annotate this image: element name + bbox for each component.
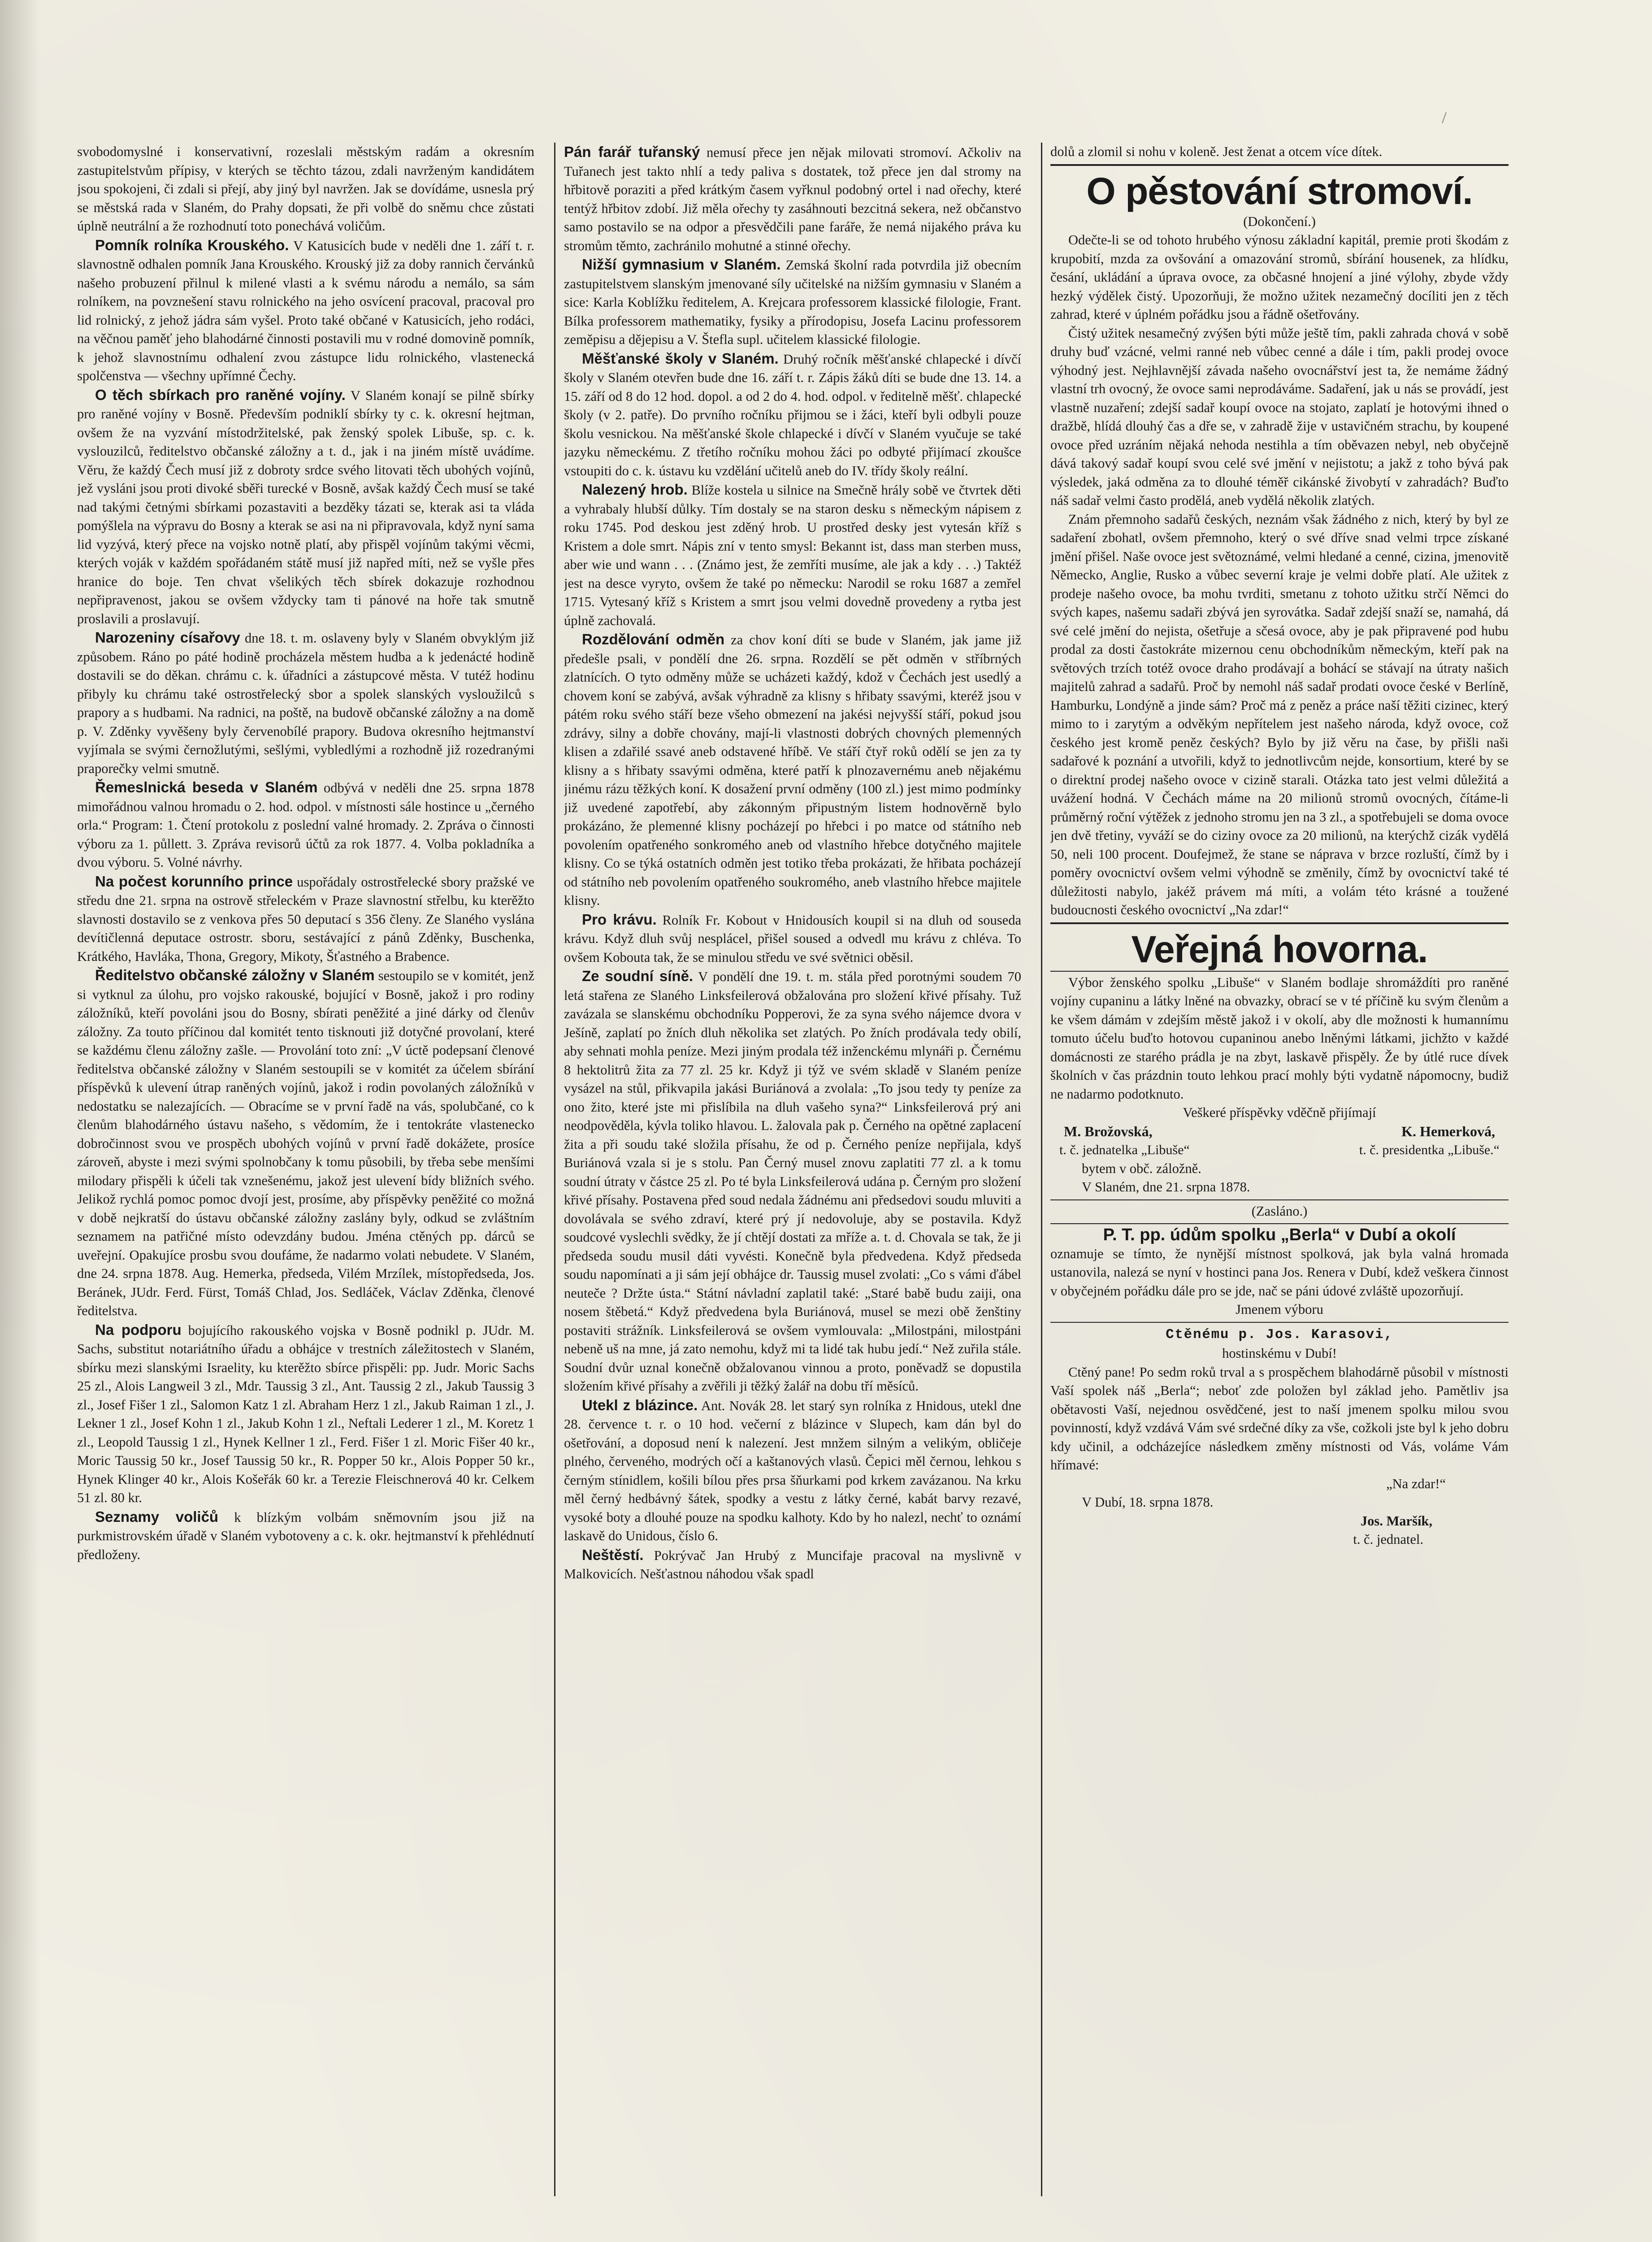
karasovi-cheer: „Na zdar!“ (1386, 1476, 1446, 1491)
article-heading: Utekl z blázince. (582, 1396, 698, 1413)
article-text: Blíže kostela u silnice na Smečně hrály sobě ve čtvrtek děti a vyhrabaly hlubší důlky. Tím dostaly se na staron desku s německým nápisem z roku 1745. Pod deskou jest zděný hrob. U prostřed desky jest vytesán kříž s Kristem a dole smrt. Nápis zní v tento smysl: Bekannt ist, dass man sterben muss, aber wie und wann . . . (Známo jest, že zemříti musíme, ale jak a kdy . . .) Taktéž jest na desce vyryto, ovšem že také po německu: Narodil se roku 1687 a zemřel 1715. Vytesaný kříž s Kristem a smrt jsou velmi dovedně provedeny a rytba jest úplně zachovalá. (564, 482, 1021, 628)
article-text: V Slaném konají se pilně sbírky pro raněné vojíny v Bosně. Především podniklí sbírky ty c. k. okresní hejtman, ovšem že na vyzvání místodržitelské, pak ženský spolek Libuše, sp. c. k. vyslouzilců, ředitelstvo občanské záložny a t. d., jak i na jiném místě uvádíme. Věru, že každý Čech musí již z dobroty srdce svého litovati těch ubohých vojínů, jež vysláni jsou proti divoké sběři turecké v Bosně, avšak každý Čech musí se také nad takými četnými sbírkami pozastaviti a bezděky tázati se, kterak asi ta vláda pomýšlela na výpravu do Bosny a kterak se asi na ni připravovala, když nyní sama lid vyzývá, který přece na vojsko notně platí, aby přispěl vojínům takými věcmi, kterých voják v každém spořádaném státě musí již napřed míti, než se vyšle přes hranice do boje. Ten chvat všelikých těch sbírek dokazuje rozhodnou nepřipravenost, jakou se ovšem vždycky tam ti pánové na hoře tak smutně proslavili a proslavují. (77, 387, 534, 626)
article-heading: Řemeslnická beseda v Slaném (95, 779, 318, 795)
article-paragraph (564, 910, 1021, 967)
signature-date: V Slaném, dne 21. srpna 1878. (1082, 1179, 1250, 1195)
article-heading: Neštěstí. (582, 1546, 644, 1563)
article-paragraph (77, 386, 534, 629)
article-paragraph (564, 143, 1021, 255)
article-paragraph (77, 778, 534, 872)
article-text: Zemská školní rada potvrdila již obecním zastupitelstvem slanským jmenované síly učitelské na nižším gymnasiu v Slaném a sice: Karla Koblížku ředitelem, A. Krejcara professorem klassické filologie, Frant. Bílka professorem mathematiky, fysiky a přírodopisu, Josefa Lacinu professorem zeměpisu a dějepisu a V. Štefla supl. učitelem klassické filologie. (564, 257, 1021, 347)
hovorna-thanks: Veškeré příspěvky vděčně přijímají (1183, 1105, 1376, 1120)
berla-text: oznamuje se tímto, že nynější místnost spolková, jak byla valná hromada ustanovila, nalezá se nyní v hostinci pana Jos. Renera v Dubí, kdež veškera činnost v obyčejném pořádku dále pro se jde, nač se páni údové zvláště upozorňují. (1050, 1246, 1509, 1299)
article-text: V Katusicích bude v neděli dne 1. září t. r. slavnostně odhalen pomník Jana Krouského. Krouský již za doby rannich červánků našeho probuzení přilnul k milené vlasti a k svému národu a nemálo, sa sám rolníkem, na povznešení stavu rolnického na jeho osvícení pracoval, pracoval pro lid rolnický, z jehož jádra sám vyšel. Proto také občané v Katusicích, jeho rodáci, na věčnou paměť jeho blahodárné činnosti postavili mu v rodné domovině pomník, k jehož slavnostnímu odhalení zvou zástupce lidu rolnického, vlastenecká spolčenstva — všechny upřímné Čechy. (77, 238, 534, 383)
article-text: k blízkým volbám sněmovním jsou již na purkmistrovském úřadě v Slaném vybotoveny a c. k. okr. hejtmanství k přehlédnutí předloženy. (77, 1509, 534, 1562)
article-text: V pondělí dne 19. t. m. stála před porotnými soudem 70 letá stařena ze Slaného Linksfeilerová obžalována pro složení křivé přísahy. Tuž zavázala se slanskému obchodníku Popperovi, že za syna svého nájemce dvora v Ješíně, zaplatí po žních dluh několika set zlatých. Po žních prodávala tedy obilí, aby sehnati mohla peníze. Mezi jiným prodala též inženckému mlynáři p. Černému 8 hektolitrů žita za 77 zl. 25 kr. Když ji týž ve svém skladě v Slaném peníze vysázel na stůl, přikvapila jakási Buriánová a zvolala: „To jsou tedy ty peníze za ono žito, které jste mi přislíbila na dluh vašeho syna?“ Linksfeilerová prý ani neodpověděla, kývla toliko hlavou. L. žalovala pak p. Černého na opětné zaplacení žita a při soudu také složila přísahu, že od p. Černého peníze nepřijala, kdyš Buriánová vzala si je s stolu. Pan Černý musel znovu zaplatiti 77 zl. a k tomu soudní útraty v částce 25 zl. Po té byla Linksfeilerová udána p. Černým pro složení křivé přísahy. Postavena před soud nedala žádnému ani předsedovi soudu mluviti a dovolávala se svého zdraví, které prý jí nedovoluje, aby se postavila. Když soudcové vyslechli svědky, že jí chtějí dostati za mříže a. t. d. Chovala se tak, že ji předseda soudu musil dáti vyvésti. Konečně byla předvedena. Když předseda soudu napomínati a ji sám její obhájce dr. Taussig musel zvolati: „Co s vámi ďábel neuteče ? Držte ústa.“ Státní návladní zaplatil také: „Staré babě budu zaiji, ona nosem štěbetá.“ Když předvedena byla Buriánová, musel se mezi obě ženštiny postaviti strážník. Linksfeilerová se ovšem vymlouvala: „Milostpáni, milostpáni nebeně uš na mne, já zato nemohu, když mi ta lidé tak hubu jedí.“ Než zuřila stále. Soudní dvůr uznal konečně obžalovanou vinnou a proto, poněvadž se dopustila složením křivé přísahy a zvěřili ji těžký žalář na dobu tří měsíců. (564, 969, 1021, 1394)
article-paragraph (77, 628, 534, 778)
article-paragraph (564, 1396, 1021, 1546)
article-heading: Pro krávu. (582, 911, 657, 928)
article-paragraph (77, 236, 534, 386)
article-paragraph (77, 872, 534, 966)
article-text: Pokrývač Jan Hrubý z Muncifaje pracoval na myslivně v Malkovicích. Nešťastnou náhodou však spadl (564, 1547, 1021, 1582)
article-text: sestoupilo se v komitét, jenž si vytknul za úlohu, pro vojsko rakouské, bojující v Bosně, jakož i pro rodiny záložníků, kteří povoláni jsou do Bosny, sbírati peněžité a jiné dárky od členův záložny. Za touto příčinou dal komitét tento tisknouti již dotyčné provolaní, které se každému členu záložny zašle. — Provolání toto zní: „V úctě podepsaní členové ředitelstva občanské záložny v Slaném sestoupili se v komitét za účelem sbírání příspěvků k ulevení útrap raněných vojínů, jakož i rodin povolaných záložníků v nedostatku se nalezajících. — Obracíme se v první řadě na vás, spolubčané, co k členům blahodárného ústavu našeho, s vědomím, že i tentokráte vlastenecko dobročinnost svou ve prospěch ubohých vojínů v první řadě dokážete, prosíce zároveň, abyste i mezi svými spolnobčany k tomu působili, by třeba sebe menšími milodary přispěli k účeli tak vznešenému, jakož jest ulevení bídy bližních svého. Jelikož rychlá pomoc pomoc dvojí jest, prosíme, aby příspěvky peněžité co možná v době nejkratší do ústavu občanské záložny zaslány byly, odkud se zvláštním seznamem na patřičné místo odevzdány budou. Jména ctěných pp. dárců se uveřejní. Opakujíce prosbu svou doufáme, že nadarmo volati nebudete. V Slaném, dne 24. srpna 1878. Aug. Hemerka, předseda, Vilém Mrzílek, místopředseda, Jos. Beránek, JUdr. Ferd. Fürst, Tomáš Chlad, Jos. Sedláček, Václav Zděnka, členové ředitelstva. (77, 968, 534, 1318)
column-3 (1050, 143, 1509, 2214)
column-1 (77, 143, 534, 2214)
article-paragraph: Čistý užitek nesamečný zvýšen býti může ještě tím, pakli zahrada chová v sobě druhy buď vzácné, velmi ranné neb vůbec cenné a dále i tím, pakli prodej ovoce výhodný jest. Nejhlavnější závada našeho ovocnářství jest ta, že nemáme žádný vlastní trh ovocný, že ovoce sami neprodáváme. Sadaření, jak u nás se provádí, jest vlastně nuzaření; zdejší sadař koupí ovoce na stojato, zaplatí je hotovými ihned o dražbě, hlídá dlouhý čas a dře se, v zahradě žije v ustavičném strachu, by koupené ovoce před uzráním nějaká nehoda nestihla a tím oběvazen nebyl, neb obyčejně dává takový sadař koupí svou celé své jmění v nejistotu; a jakž z toho bývá pak výsledek, jaká odměna za to dlouhé téměř cikánské živobytí v zahradách? Buďto náš sadař velmi často prodělá, aneb vydělá několik zlatých. (1050, 325, 1509, 508)
article-subtitle: (Dokončení.) (1243, 213, 1316, 229)
article-paragraph (77, 1321, 534, 1508)
section-rule (1050, 922, 1509, 924)
article-paragraph (564, 967, 1021, 1396)
article-text: odbývá v neděli dne 25. srpna 1878 mimořádnou valnou hromadu o 2. hod. odpol. v místnosti sále hostince u „černého orla.“ Program: 1. Čtení protokolu z poslední valné hromady. 2. Zpráva o činnosti výboru za 1. půllett. 3. Zpráva revisorů účtů za rok 1877. 4. Volba pokladníka a dvou výboru. 5. Volné návrhy. (77, 780, 534, 870)
section-rule (1050, 1199, 1509, 1200)
section-title-hovorna: Veřejná hovorna. (1131, 928, 1428, 970)
signature-left-role: t. č. jednatelka „Libuše“ (1059, 1143, 1190, 1157)
zaslano-label: (Zasláno.) (1251, 1203, 1308, 1219)
article-paragraph: Znám přemnoho sadařů českých, neznám však žádného z nich, který by byl ze sadaření zbohatl, ovšem přemnoho, který o své dříve snad velmi trpce získané jmění přišel. Naše ovoce jest světoznámé, velmi hledané a cenné, cizina, jmenovitě Německo, Anglie, Rusko a vůbec severní kraje je velmi dobře platí. Ale užitek z prodeje našeho ovoce, ba mohu tvrditi, smetanu z tohoto užitku strčí Němci do svých kapes, našemu sadaři zbývá jen syrovátka. Sadař zdejší snaží se, namahá, dá své celé jmění do nejista, ošetřuje a sčesá ovoce, aby je pak připravené pod hubu prodal za dosti častokráte mizernou cenu obchodníkům německým, kteří pak na světových trzích totéž ovoce draho prodávají a bohácí se stávají na útraty našich majitelů zahrad a sadařů. Proč by nemohl náš sadař prodati ovoce české v Berlíně, Hamburku, Londýně a jinde sám? Proč má z peněz a práce naší těžiti cizinec, který mimo to i zarytým a odvěkým nepřítelem jest našeho národa, když ovoce, což českého jest kromě peněz českých? Bylo by již věru na čase, by přišli naši sadařové k poznání a utvořili, když to jednotlivcům nejde, konsortium, které by se o direktní prodej našeho ovoce v cizině starali. Otázka tato jest velmi důležitá a uvážení hodná. V Čechách máme na 20 milionů stromů ovocných, čítáme-li průměrný roční výtěžek z jednoho stromu jen na 3 zl., a spotřebujeli se doma ovoce jen dvě třetiny, vyváží se do ciziny ovoce za 20 milionů, na kterýchž cizák vydělá 50, neli 100 procent. Doufejmež, že stane se náprava v brzce rozluští, čímž by i poměry ovocnictví ovšem velmi výhodně se změnily, čímž by ovocnictví také té důležitosti nabylo, jakéž právem má míti, a volám této krásné a toužené budoucnosti českého ovocnictví „Na zdar!“ (1050, 511, 1509, 917)
article-text: dne 18. t. m. oslaveny byly v Slaném obvyklým již způsobem. Ráno po páté hodině procházela městem hudba a k jedenácté hodině dostavili se do děkan. chrámu c. k. úřadníci a zástupcové města. V tutéž hodinu přibyly ku chrámu také ostrostřelecký sbor a spolek slanských vysloužilců s prapory a s hudbami. Na radnici, na poště, na budově občanské záložny a na domě p. V. Zděnky vyvěšeny byly červenobílé prapory. Budova okresního hejtmanství vyjímala se svými černožlutými, sešlými, vybledlými a rozhodně již rozedranými praporečky velmi smutně. (77, 630, 534, 776)
karasovi-text: Ctěný pane! Po sedm roků trval a s prospěchem blahodárně působil v místnosti Vaší spolek náš „Berla“; neboť zde položen byl základ jeho. Pamětliv jsa obětavosti Vaší, nejednou osvědčené, jest to naší jmenem spolku milou svou povinností, když vzdává Vám své srdečné díky za vše, cožkoli jste byl k jeho dobru kdy učinil, a odcházejíce následkem změny místnosti od Vás, voláme Vám hřímavé: (1050, 1364, 1509, 1473)
article-paragraph (564, 255, 1021, 349)
article-text: za chov koní díti se bude v Slaném, jak jame již předešle psali, v pondělí dne 26. srpna. Rozdělí se pět odměn v stříbrných zlatnících. O tyto odměny může se ucházeti každý, kdož v Čechách jest usedlý a chovem koní se zabývá, avšak výhradně za klisny s hřibaty ssavými, kteréž jsou v pátém roku svého stáří beze všeho obmezení na jakési nejvyšší stáří, pokud jsou zdrávy, silny a dobře chovány, mají-li vlastnosti dobrých chovných plemenných klisen a zdařilé ssavé aneb odstavené hříbě. Ve stáří čtyř roků odělí se jen za ty klisny a s hřibaty ssavými odměna, které patří k plnozavernému aneb nějakému jinému rázu těžkých koní. K dosažení první odměny (100 zl.) jest mimo podmínky již uvedené zapotřebí, aby zákonným připustným listem hodnověrně bylo prokázáno, že plemenné klisny pocházejí po hřebci i po matce od státního neb povolením opatřeného sonkromého aneb od vlastního hřebce dotyčného majitele klisny. Co se týká ostatních odměn jest totiko třeba prokázati, že hřibata pocházejí od státního neb povolením opatřeného soukromého, aneb vlastního hřebce majitele klisny. (564, 632, 1021, 908)
article-heading: Ředitelstvo občanské záložny v Slaném (95, 967, 375, 983)
section-rule (1050, 1322, 1509, 1323)
article-paragraph (564, 480, 1021, 630)
article-heading: Na podporu (95, 1321, 182, 1338)
article-text: Druhý ročník měšťanské chlapecké i dívčí školy v Slaném otevřen bude dne 16. září t. r. Zápis žáků díti se bude dne 13. 14. a 15. září od 8 do 12 hod. dopol. a od 2 do 4. hod. odpol. v ředitelně měšť. chlapecké školy (v 2. patře). Do prvního ročníku přijmou se i žáci, kteří byli odbyli pouze školu vesnickou. Na měšťanské škole chlapecké i dívčí v Slaném vyučuje se také jazyku německému. Z třetího ročníku mohou žáci po odbyté přijímací zkoušce vstoupiti do c. k. ústavu ku vzdělání učitelů aneb do IV. třídy školy reální. (564, 351, 1021, 478)
article-paragraph (564, 349, 1021, 481)
article-heading: Narozeniny císařovy (95, 629, 240, 646)
column-rule-left (554, 143, 555, 2196)
article-heading: Měšťanské školy v Slaném. (582, 350, 779, 367)
article-heading: Nalezený hrob. (582, 481, 688, 498)
page-edge-shadow (0, 0, 40, 2242)
signature-left: M. Brožovská, (1064, 1123, 1153, 1139)
section-rule (1050, 971, 1509, 972)
signature-right: K. Hemerková, (1401, 1123, 1495, 1139)
article-text: Rolník Fr. Kobout v Hnidousích koupil si na dluh od souseda krávu. Když dluh svůj nesplácel, přišel soused a odvedl mu krávu z chléva. To ovšem Kobouta tak, že se minulou středu ve své světnici oběsil. (564, 912, 1021, 965)
article-text: svobodomyslné i konservativní, rozeslali městským radám a okresním zastupitelstvům přípisy, v kterých se těchto tázou, zdali navrženým kandidátem jsou spokojeni, či zdali si přejí, aby jiný byl navržen. Jak se dovídáme, usnesla prý se městská rada v Slaném, do Prahy dopsati, že při volbě do sněmu chce zůstati úplně neutrální a že rozhodnutí toto ponechává voličům. (77, 144, 534, 234)
signature-right-role: t. č. presidentka „Libuše.“ (1359, 1143, 1500, 1157)
karasovi-subheading: hostinskému v Dubí! (1222, 1346, 1337, 1361)
article-paragraph (77, 1508, 534, 1564)
article-body-stromovi (1050, 231, 1509, 920)
article-text: bojujícího rakouského vojska v Bosně podnikl p. JUdr. M. Sachs, substitut notariátního úřadu a obhájce v trestních záležitostech v Slaném, sbírku mezi slanskými Israelity, ku kterěžto sbírce přispěli: pp. Judr. Moric Sachs 25 zl., Alois Langweil 3 zl., Mdr. Taussig 3 zl., Ant. Taussig 2 zl., Jakub Taussig 3 zl., Josef Fišer 1 zl., Salomon Katz 1 zl. Abraham Herz 1 zl., Jakub Raiman 1 zl., J. Lekner 1 zl., Josef Kohn 1 zl., Jakub Kohn 1 zl., Neftali Lederer 1 zl., M. Koretz 1 zl., Leopold Taussig 1 zl., Hynek Kellner 1 zl., Ferd. Fišer 1 zl. Moric Fišer 40 kr., Moric Taussig 50 kr., Josef Taussig 50 kr., R. Popper 50 kr., Alois Popper 50 kr., Hynek Klinger 40 kr., Alois Košeřák 60 kr. a Terezie Fleischnerová 40 kr. Celkem 51 zl. 80 kr. (77, 1322, 534, 1505)
article-heading: Na počest korunního prince (95, 873, 293, 890)
karasovi-date: V Dubí, 18. srpna 1878. (1082, 1495, 1214, 1510)
article-heading: Pán farář tuřanský (564, 143, 700, 160)
section-rule (1050, 164, 1509, 166)
article-paragraph (564, 630, 1021, 910)
article-text: uspořádaly ostrostřelecké sbory pražské ve středu dne 21. srpna na ostrově střeleckém v Praze slavnostní střelbu, ku kterěžto slavnosti dostavilo se z venkova přes 50 deputací s 356 členy. Ze Slaného vyslána devítičlenná deputace ostrostr. sboru, sestávající z pánů Zděnky, Buschenka, Krátkého, Havláka, Thona, Gregory, Mikoty, Šťastného a Brabence. (77, 874, 534, 964)
section-rule (1050, 1223, 1509, 1224)
article-heading: Rozdělování odměn (582, 631, 725, 647)
berla-heading: P. T. pp. údům spolku „Berla“ v Dubí a okolí (1103, 1225, 1456, 1244)
column-2 (564, 143, 1021, 2214)
article-text: nemusí přece jen nějak milovati stromoví. Ačkoliv na Tuřanech jest takto nhlí a tedy paliva s dostatek, tož přece jen dal stromy na hřbitově poraziti a před krátkým časem vyřknul podobný ortel i nad ořechy, které tentýž hřbitov zdobí. Již měla ořechy ty zasáhnouti bezcitná sekera, než občanstvo samo postavilo se na odpor a přesvědčili pane faráře, že nemá nijakého práva ku stromům těmto, zachránilo mohutné a stinné ořechy. (564, 145, 1021, 253)
karasovi-heading: Ctěnému p. Jos. Karasovi, (1166, 1327, 1393, 1343)
article-title-stromovi: O pěstování stromoví. (1086, 169, 1473, 212)
article-heading: Pomník rolníka Krouského. (95, 236, 289, 253)
article-paragraph: Odečte-li se od tohoto hrubého výnosu základní kapitál, premie proti škodám z krupobití, mzda za ovšování a omazování stromů, sbírání housenek, za hlídku, česání, ukládání a úprava ovoce, za občasné hnojení a jiné výlohy, zbyde vždy hezký výdělek čistý. Upozorňuji, že možno užitek nezamečný docíliti jen z těch zahrad, které v úplném pořádku jsou a řádně ošetřovány. (1050, 232, 1509, 322)
article-heading: Nižší gymnasium v Slaném. (582, 256, 781, 273)
article-heading: Seznamy voličů (95, 1508, 219, 1525)
article-heading: O těch sbírkach pro raněné vojíny. (95, 386, 346, 403)
signature-names (1050, 1122, 1509, 1141)
hovorna-text: Výbor ženského spolku „Libuše“ v Slaném bodlaje shromáždíti pro raněné vojíny cupaninu a látky lněné na obvazky, obrací se v té příčině ku svým členům a ke všem dámám v zdejším městě jakož i v okolí, aby dle možnosti k humannímu tomuto účelu buďto hotovou cupaninou anebo lněnými látkami, jichžto v každé domácnosti ze starého prádla je na zbyt, laskavě přispěly. Že by útlé ruce dívek školních v čas prázdnin touto lehkou prací mohly býti vydatně nápomocny, budiž ne nadarmo podotknuto. (1050, 974, 1509, 1102)
article-heading: Ze soudní síně. (582, 968, 694, 984)
karasovi-sign: Jos. Maršík, (1360, 1513, 1432, 1529)
signature-address: bytem v obč. záložně. (1082, 1160, 1201, 1176)
article-text: Ant. Novák 28. let starý syn rolníka z Hnidous, utekl dne 28. července t. r. o 10 hod. večerní z blázince v Slupech, kam dán byl do ošetřování, a doposud není k nalezení. Jest mnžem silným a velikým, obličeje plného, červeného, modrých očí a kaštanových vlasů. Čepici měl černou, lehkou s černým stínidlem, košili bílou přes prsa šňurkami pod krkem zavázanou. Na krku měl černý hedbávný šátek, spodky a vestu z látky černé, kabát barvy rezavé, vysoké boty a dlouhé pouze na spodku kalhoty. Kdo by ho nalezl, nechť to oznámí laskavě do Unidous, číslo 6. (564, 1398, 1021, 1543)
article-paragraph (77, 143, 534, 236)
karasovi-role: t. č. jednatel. (1353, 1532, 1423, 1547)
continued-article-end: dolů a zlomil si nohu v koleně. Jest ženat a otcem více dítek. (1050, 144, 1383, 159)
column-rule-right (1041, 143, 1042, 2196)
berla-sign: Jmenem výboru (1236, 1302, 1323, 1317)
article-paragraph (77, 966, 534, 1321)
signature-roles (1050, 1141, 1509, 1160)
article-paragraph (564, 1546, 1021, 1584)
